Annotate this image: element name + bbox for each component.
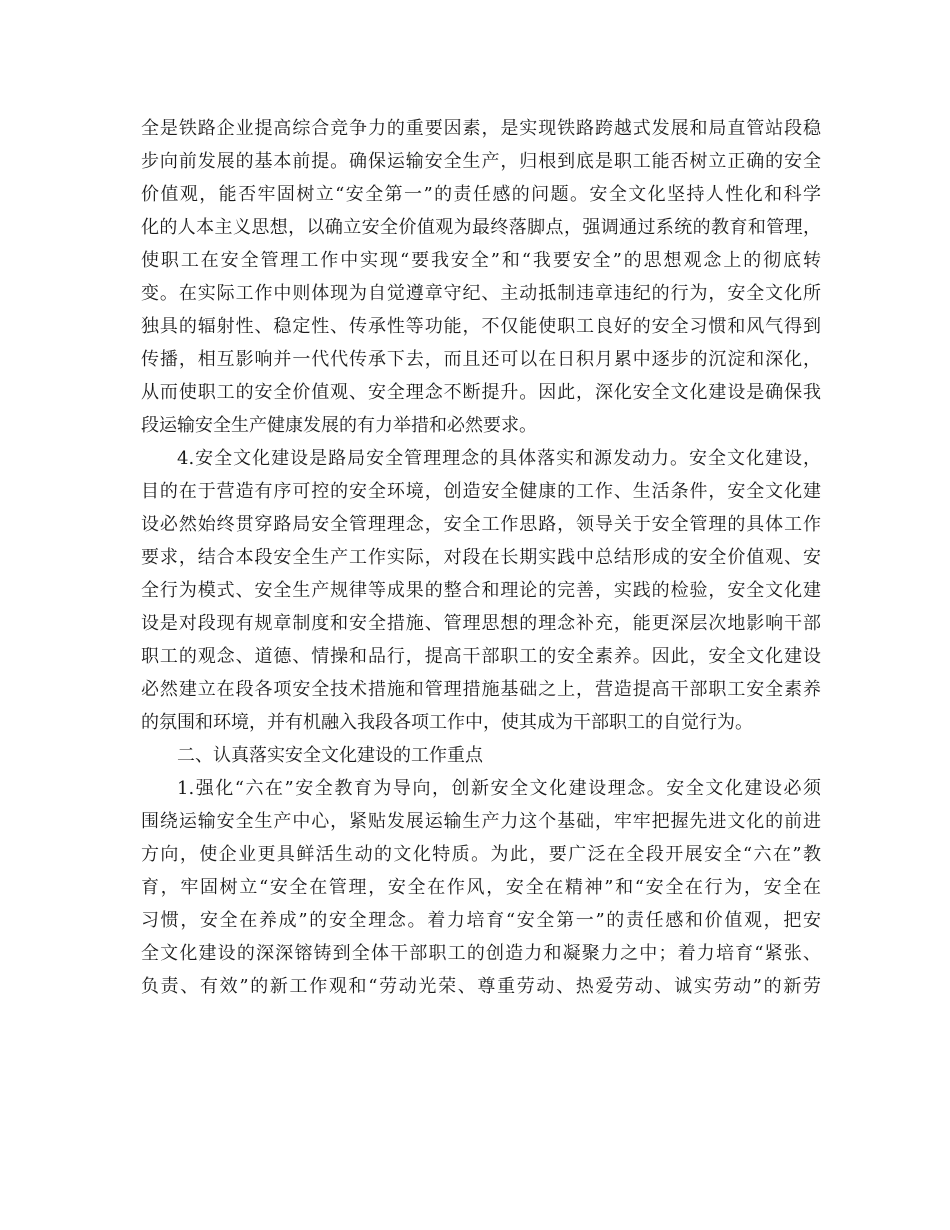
paragraph-line: 设是对段现有规章制度和安全措施、管理思想的理念补充，能更深层次地影响干部	[141, 613, 821, 634]
paragraph-line: 全文化建设的深深镕铸到全体干部职工的创造力和凝聚力之中；着力培育“紧张、	[141, 943, 821, 964]
paragraph-line: 4.安全文化建设是路局安全管理理念的具体落实和源发动力。安全文化建设，	[177, 448, 821, 469]
paragraph-line: 使职工在安全管理工作中实现“要我安全”和“我要安全”的思想观念上的彻底转	[141, 250, 821, 271]
paragraph-line: 必然建立在段各项安全技术措施和管理措施基础之上，营造提高干部职工安全素养	[141, 679, 821, 700]
section-heading: 二、认真落实安全文化建设的工作重点	[177, 745, 483, 766]
paragraph-line: 1.强化“六在”安全教育为导向，创新安全文化建设理念。安全文化建设必须	[177, 778, 821, 799]
paragraph-line: 负责、有效”的新工作观和“劳动光荣、尊重劳动、热爱劳动、诚实劳动”的新劳	[141, 976, 821, 997]
paragraph-line: 目的在于营造有序可控的安全环境，创造安全健康的工作、生活条件，安全文化建	[141, 481, 821, 502]
paragraph-line: 育，牢固树立“安全在管理，安全在作风，安全在精神”和“安全在行为，安全在	[141, 877, 821, 898]
paragraph-line: 传播，相互影响并一代代传承下去，而且还可以在日积月累中逐步的沉淀和深化，	[141, 349, 821, 370]
paragraph-line: 独具的辐射性、稳定性、传承性等功能，不仅能使职工良好的安全习惯和风气得到	[141, 316, 821, 337]
paragraph-line: 要求，结合本段安全生产工作实际，对段在长期实践中总结形成的安全价值观、安	[141, 547, 821, 568]
paragraph-line: 方向，使企业更具鲜活生动的文化特质。为此，要广泛在全段开展安全“六在”教	[141, 844, 821, 865]
paragraph-line: 设必然始终贯穿路局安全管理理念，安全工作思路，领导关于安全管理的具体工作	[141, 514, 821, 535]
paragraph-line: 的氛围和环境，并有机融入我段各项工作中，使其成为干部职工的自觉行为。	[141, 712, 753, 733]
paragraph-line: 习惯，安全在养成”的安全理念。着力培育“安全第一”的责任感和价值观，把安	[141, 910, 821, 931]
paragraph-line: 从而使职工的安全价值观、安全理念不断提升。因此，深化安全文化建设是确保我	[141, 382, 821, 403]
paragraph-line: 围绕运输安全生产中心，紧贴发展运输生产力这个基础，牢牢把握先进文化的前进	[141, 811, 821, 832]
paragraph-line: 步向前发展的基本前提。确保运输安全生产，归根到底是职工能否树立正确的安全	[141, 151, 821, 172]
paragraph-line: 职工的观念、道德、情操和品行，提高干部职工的安全素养。因此，安全文化建设	[141, 646, 821, 667]
paragraph-line: 全是铁路企业提高综合竞争力的重要因素，是实现铁路跨越式发展和局直管站段稳	[141, 118, 821, 139]
paragraph-line: 变。在实际工作中则体现为自觉遵章守纪、主动抵制违章违纪的行为，安全文化所	[141, 283, 821, 304]
paragraph-line: 段运输安全生产健康发展的有力举措和必然要求。	[141, 415, 537, 436]
paragraph-line: 化的人本主义思想，以确立安全价值观为最终落脚点，强调通过系统的教育和管理，	[141, 217, 821, 238]
paragraph-line: 价值观，能否牢固树立“安全第一”的责任感的问题。安全文化坚持人性化和科学	[141, 184, 821, 205]
paragraph-line: 全行为模式、安全生产规律等成果的整合和理论的完善，实践的检验，安全文化建	[141, 580, 821, 601]
